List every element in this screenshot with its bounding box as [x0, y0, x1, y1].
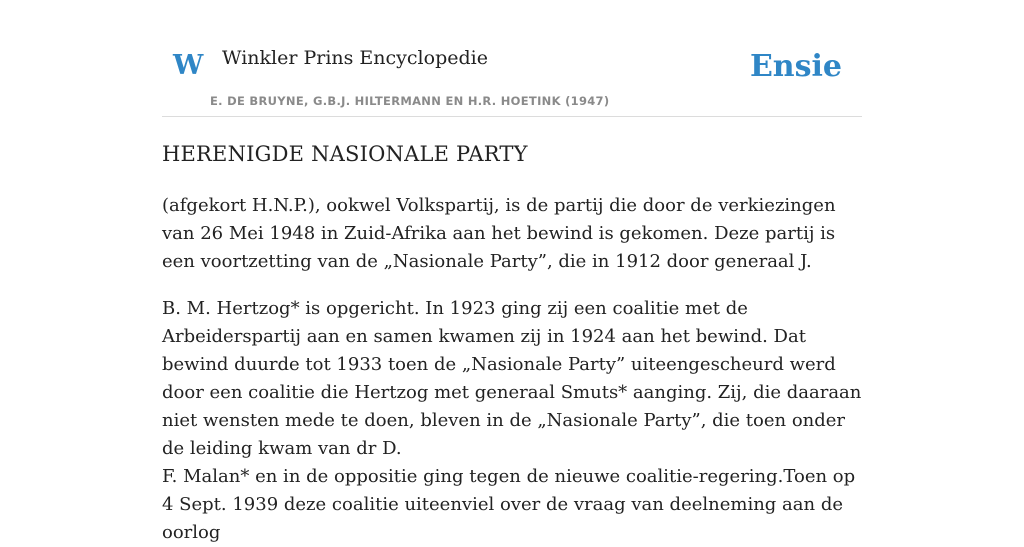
- article-paragraph-1: (afgekort H.N.P.), ookwel Volkspartij, is de partij die door de verkiezingen van 26 Mei 1948 in Zuid-Afrika aan het bewind is gekomen. Deze partij is een voortzetting van de „Nasionale Party”, die in 1912 door generaal J.: [162, 195, 836, 272]
- site-title[interactable]: Winkler Prins Encyclopedie: [222, 47, 488, 69]
- authors-line: E. DE BRUYNE, G.B.J. HILTERMANN EN H.R. HOETINK (1947): [210, 94, 610, 108]
- article-paragraph-2: B. M. Hertzog* is opgericht. In 1923 ging zij een coalitie met de Arbeiderspartij aan en samen kwamen zij in 1924 aan het bewind. Dat bewind duurde tot 1933 toen de „Nasionale Party” uiteengescheurd werd door een coalitie die Hertzog met generaal Smuts* aanging. Zij, die daaraan niet wensten mede te doen, bleven in de „Nasionale Party”, die toen onder de leiding kwam van dr D.: [162, 298, 862, 459]
- site-header: [162, 0, 862, 117]
- site-logo-letter[interactable]: W: [173, 50, 204, 81]
- article-paragraph-3: F. Malan* en in de oppositie ging tegen de nieuwe coalitie-regering.Toen op 4 Sept. 1939 deze coalitie uiteenviel over de vraag van deelneming aan de oorlog: [162, 466, 856, 543]
- brand-logo[interactable]: Ensie: [749, 49, 842, 84]
- page: [162, 0, 862, 543]
- article-title: HERENIGDE NASIONALE PARTY: [162, 142, 528, 166]
